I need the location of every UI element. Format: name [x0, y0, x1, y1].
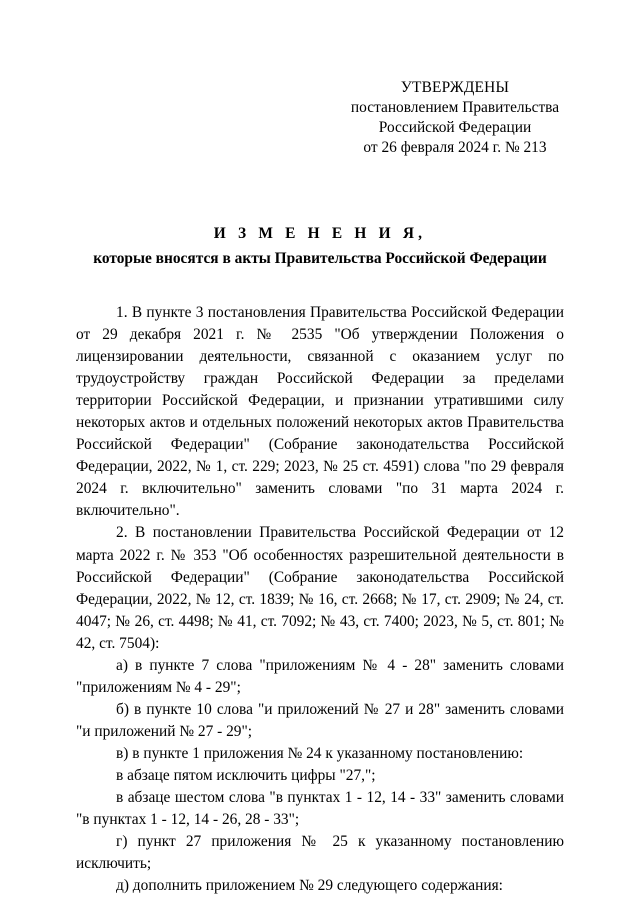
paragraph-2: 2. В постановлении Правительства Российской Федерации от 12 марта 2022 г. № 353 "Об особенностях разрешительной деятельности в Российской Федерации" (Собрание законодательства Российской Федерации, 2022, № 12, ст. 1839; № 16, ст. 2668; № 17, ст. 2909; № 24, ст. 4047; № 26, ст. 4498; № 41, ст. 7092; № 43, ст. 7400; 2023, № 5, ст. 801; № 42, ст. 7504):	[76, 524, 564, 652]
document-body	[76, 302, 564, 897]
paragraph-2e: д) дополнить приложением № 29 следующего содержания:	[116, 877, 503, 895]
paragraph-2b: б) в пункте 10 слова "и приложений № 27 и 28" заменить словами "и приложений № 27 - 29";	[76, 700, 564, 740]
approval-line-1: постановлением Правительства	[350, 99, 560, 116]
document-subtitle: которые вносятся в акты Правительства Российской Федерации	[93, 250, 547, 267]
approval-heading: УТВЕРЖДЕНЫ	[400, 79, 510, 96]
paragraph-2c-2: в абзаце шестом слова "в пунктах 1 - 12, 14 - 33" заменить словами "в пунктах 1 - 12, 14 - 26, 28 - 33";	[76, 789, 564, 829]
paragraph-2c-1: в абзаце пятом исключить цифры "27,";	[116, 766, 376, 784]
paragraph-2c: в) в пункте 1 приложения № 24 к указанному постановлению:	[116, 744, 524, 762]
approval-block	[330, 78, 580, 158]
paragraph-1: 1. В пункте 3 постановления Правительства Российской Федерации от 29 декабря 2021 г. № 2535 "Об утверждении Положения о лицензировании деятельности, связанной с оказанием услуг по трудоустройству граждан Российской Федерации за пределами территории Российской Федерации, и признании утратившими силу некоторых актов и отдельных положений некоторых актов Правительства Российской Федерации" (Собрание законодательства Российской Федерации, 2022, № 1, ст. 229; 2023, № 25 ст. 4591) слова "по 29 февраля 2024 г. включительно" заменить словами "по 31 марта 2024 г. включительно".	[76, 304, 564, 520]
document-title: И З М Е Н Е Н И Я,	[213, 225, 427, 242]
approval-line-2: Российской Федерации	[378, 119, 532, 136]
paragraph-2d: г) пункт 27 приложения № 25 к указанному постановлению исключить;	[76, 833, 564, 873]
approval-line-3: от 26 февраля 2024 г. № 213	[363, 139, 547, 156]
paragraph-2a: а) в пункте 7 слова "приложениям № 4 - 28" заменить словами "приложениям № 4 - 29";	[76, 656, 564, 696]
